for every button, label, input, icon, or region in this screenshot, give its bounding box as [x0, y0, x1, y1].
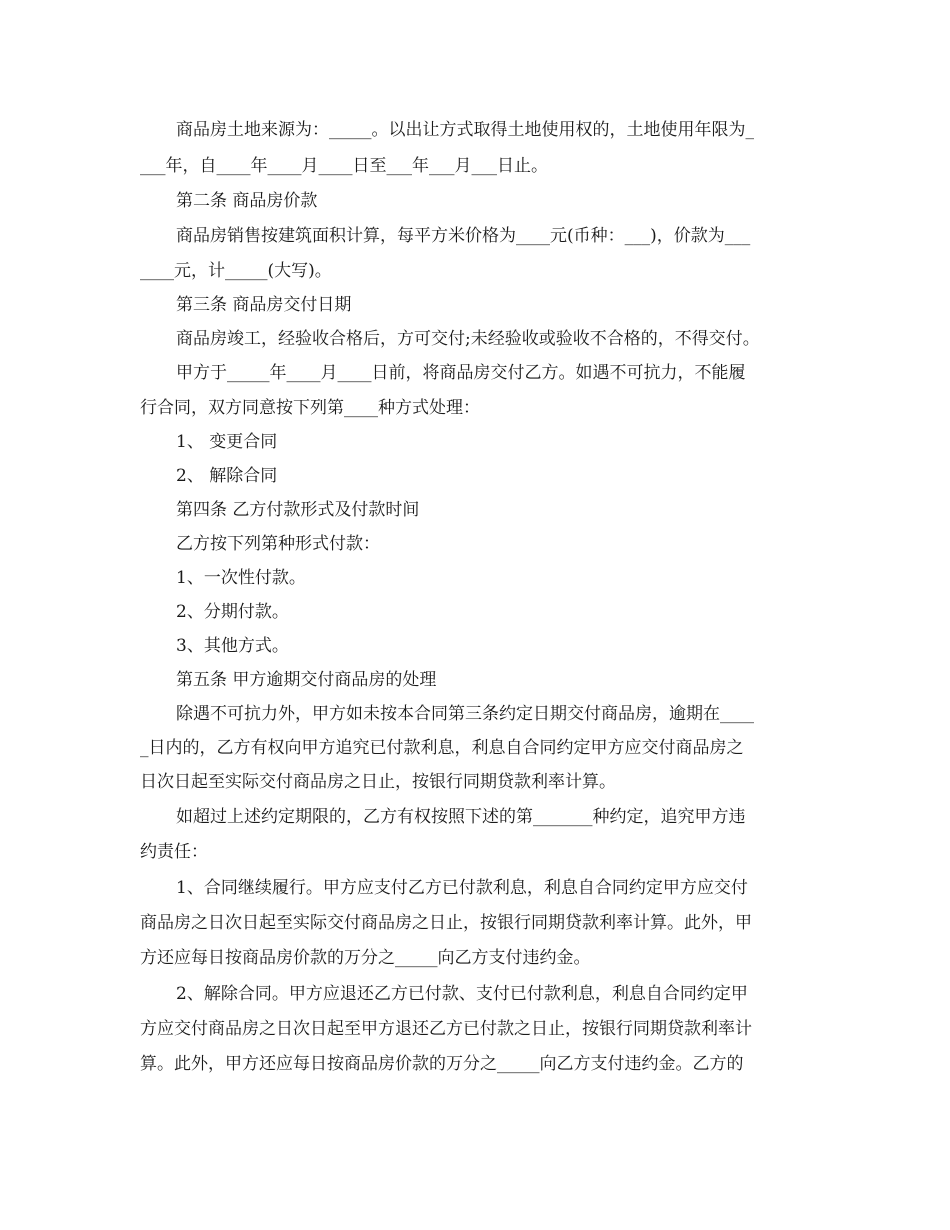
para-overdue: 如超过上述约定期限的，乙方有权按照下述的第_______种约定，追究甲方违: [176, 807, 746, 827]
para-delivery-date-cont: 行合同，双方同意按下列第____种方式处理：: [140, 398, 480, 418]
heading-article-5: 第五条 甲方逾期交付商品房的处理: [176, 670, 437, 690]
heading-article-3: 第三条 商品房交付日期: [176, 295, 352, 315]
para-continue-contract: 1、合同继续履行。甲方应支付乙方已付款利息，利息自合同约定甲方应交付: [176, 878, 748, 898]
para-price: 商品房销售按建筑面积计算，每平方米价格为____元(币种：___)，价款为___: [176, 226, 751, 246]
para-late-delivery: 除遇不可抗力外，甲方如未按本合同第三条约定日期交付商品房，逾期在____: [176, 704, 754, 724]
para-continue-contract-cont-2: 方还应每日按商品房价款的万分之_____向乙方支付违约金。: [140, 948, 591, 968]
list-item-change-contract: 1、 变更合同: [176, 432, 278, 452]
heading-article-2: 第二条 商品房价款: [176, 191, 318, 211]
para-late-delivery-cont-2: 日次日起至实际交付商品房之日止，按银行同期贷款利率计算。: [140, 772, 616, 792]
para-terminate-contract-cont-1: 方应交付商品房之日次日起至甲方退还乙方已付款之日止，按银行同期贷款利率计: [140, 1019, 752, 1039]
para-land-term: ___年，自____年____月____日至___年___月___日止。: [140, 156, 548, 176]
para-terminate-contract: 2、解除合同。甲方应退还乙方已付款、支付已付款利息，利息自合同约定甲: [176, 984, 748, 1004]
para-price-cont: ____元，计_____(大写)。: [140, 261, 332, 281]
list-item-terminate-contract: 2、 解除合同: [176, 466, 278, 486]
list-item-lump-sum: 1、一次性付款。: [176, 568, 306, 588]
para-delivery-date: 甲方于_____年____月____日前，将商品房交付乙方。如遇不可抗力，不能履: [176, 363, 746, 383]
para-completion: 商品房竣工，经验收合格后，方可交付;未经验收或验收不合格的，不得交付。: [176, 329, 760, 349]
para-terminate-contract-cont-2: 算。此外，甲方还应每日按商品房价款的万分之_____向乙方支付违约金。乙方的: [140, 1054, 744, 1074]
list-item-other: 3、其他方式。: [176, 636, 289, 656]
para-overdue-cont: 约责任：: [140, 842, 208, 862]
para-late-delivery-cont-1: _日内的，乙方有权向甲方追究已付款利息，利息自合同约定甲方应交付商品房之: [140, 738, 744, 758]
list-item-installment: 2、分期付款。: [176, 602, 289, 622]
heading-article-4: 第四条 乙方付款形式及付款时间: [176, 500, 420, 520]
para-payment-form: 乙方按下列第种形式付款：: [176, 534, 380, 554]
para-continue-contract-cont-1: 商品房之日次日起至实际交付商品房之日止，按银行同期贷款利率计算。此外，甲: [140, 913, 752, 933]
para-land-source: 商品房土地来源为：_____。以出让方式取得土地使用权的，土地使用年限为_: [176, 120, 754, 140]
